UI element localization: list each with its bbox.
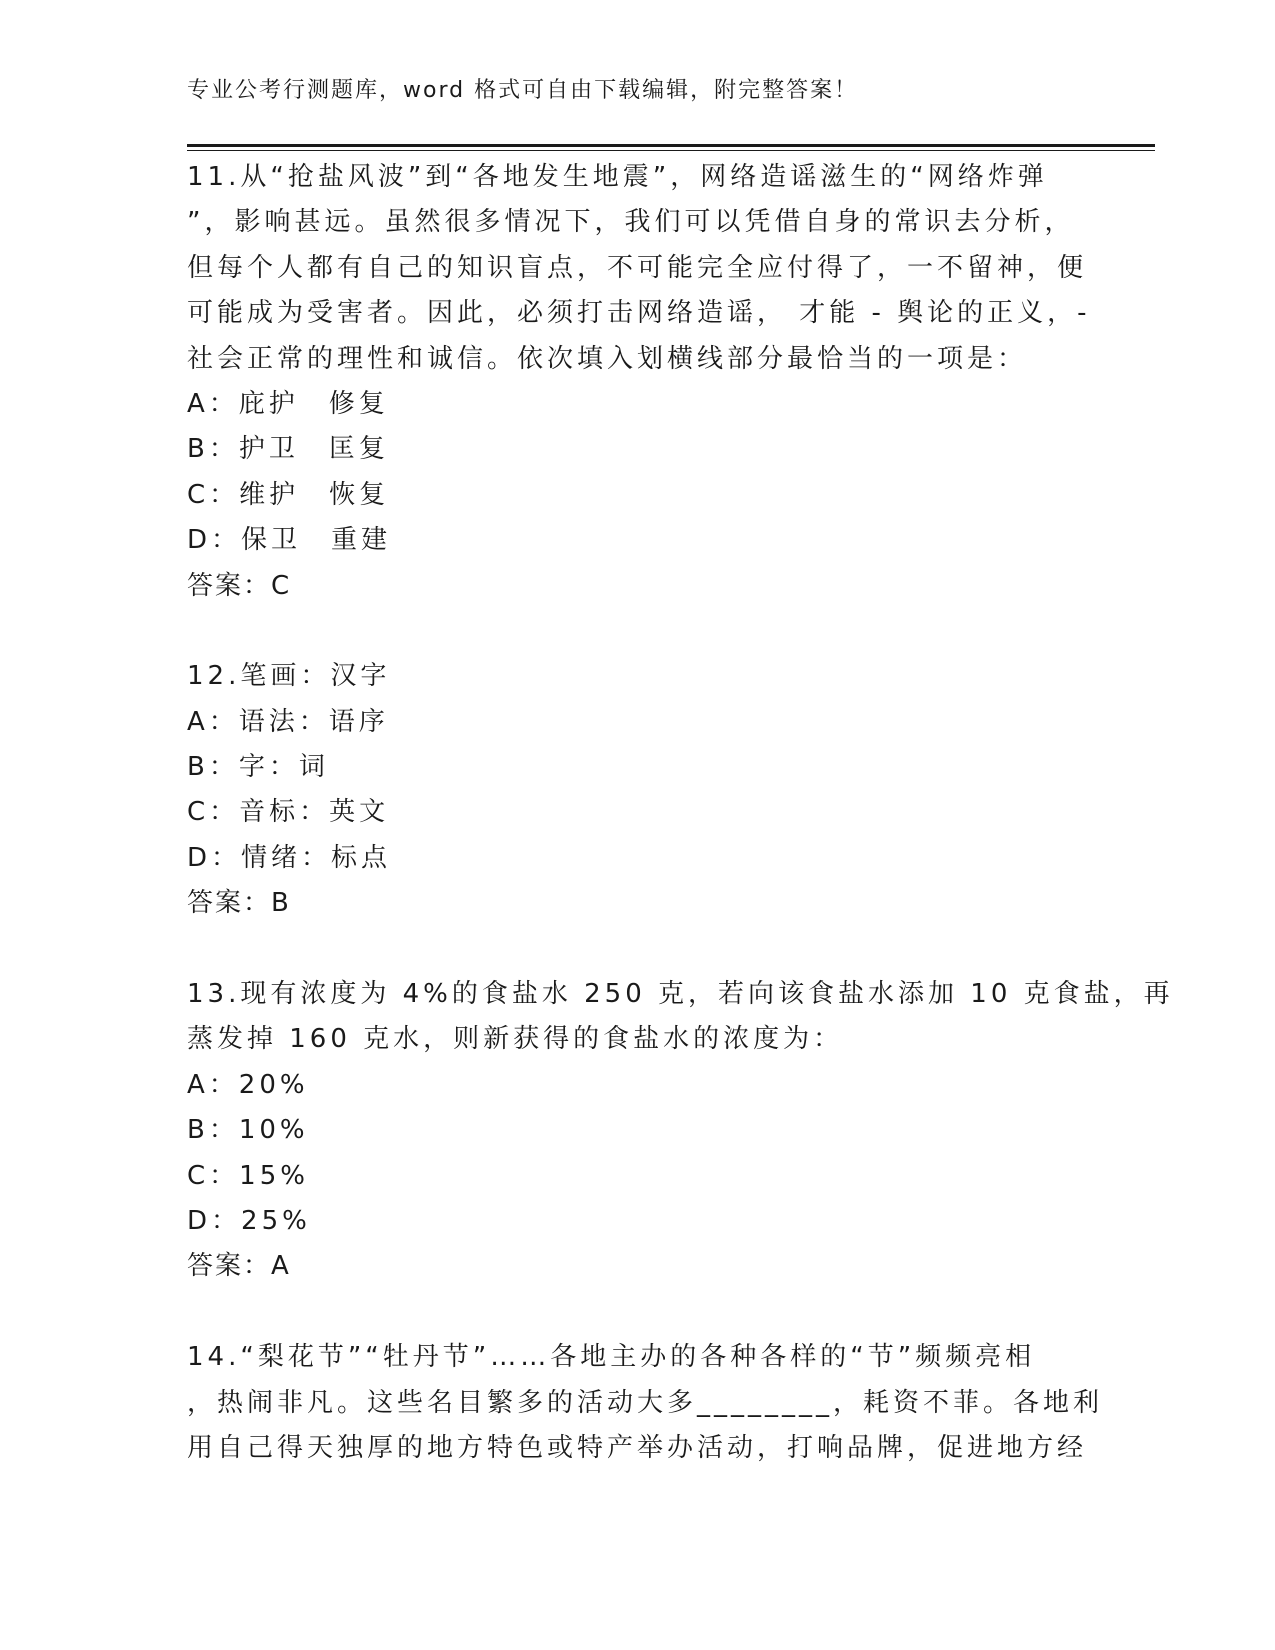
spacer	[187, 609, 1087, 654]
question-stem-line: 蒸发掉 160 克水，则新获得的食盐水的浓度为：	[187, 1024, 844, 1055]
option-d: D：25%	[187, 1205, 311, 1236]
option-c: C：15%	[187, 1160, 309, 1191]
option-b: B：字：词	[187, 752, 329, 783]
option-a: A：20%	[187, 1069, 309, 1100]
question-stem-line: 社会正常的理性和诚信。依次填入划横线部分最恰当的一项是：	[187, 343, 1028, 374]
answer-line: 答案：C	[187, 570, 292, 601]
option-b: B：护卫 匡复	[187, 434, 389, 465]
option-c: C：维护 恢复	[187, 479, 390, 510]
spacer	[187, 1290, 1087, 1335]
option-b: B：10%	[187, 1115, 309, 1146]
question-stem-line: 12.笔画：汉字	[187, 661, 391, 692]
question-12	[187, 654, 1087, 926]
header-divider-thick	[187, 144, 1155, 147]
question-stem-line: 11.从“抢盐风波”到“各地发生地震”，网络造谣滋生的“网络炸弹	[187, 162, 1048, 192]
question-14	[187, 1335, 1104, 1471]
question-stem-line: 13.现有浓度为 4%的食盐水 250 克，若向该食盐水添加 10 克食盐，再	[187, 979, 1174, 1010]
option-a: A：庇护 修复	[187, 388, 389, 419]
question-list	[187, 155, 1174, 1471]
question-stem-line: 可能成为受害者。因此，必须打击网络造谣， 才能 - 舆论的正义，-	[187, 298, 1091, 329]
answer-line: 答案：A	[187, 1251, 291, 1282]
question-13	[187, 972, 1174, 1290]
spacer	[187, 927, 1087, 972]
option-c: C：音标：英文	[187, 797, 390, 828]
question-stem-line: ”，影响甚远。虽然很多情况下，我们可以凭借自身的常识去分析，	[187, 207, 1075, 238]
option-a: A：语法：语序	[187, 706, 389, 737]
question-stem-line: 用自己得天独厚的地方特色或特产举办活动，打响品牌，促进地方经	[187, 1432, 1088, 1463]
question-stem-line: 14.“梨花节”“牡丹节”……各地主办的各种各样的“节”频频亮相	[187, 1342, 1036, 1373]
option-d: D：保卫 重建	[187, 525, 392, 556]
question-11	[187, 155, 1091, 609]
answer-line: 答案：B	[187, 888, 291, 919]
question-stem-line: 但每个人都有自己的知识盲点，不可能完全应付得了，一不留神，便	[187, 252, 1088, 283]
option-d: D：情绪：标点	[187, 842, 392, 873]
page-header: 专业公考行测题库，word 格式可自由下载编辑，附完整答案！	[187, 78, 859, 103]
question-stem-line: ，热闹非凡。这些名目繁多的活动大多________，耗资不菲。各地利	[187, 1387, 1104, 1418]
header-divider-thin	[187, 150, 1155, 151]
